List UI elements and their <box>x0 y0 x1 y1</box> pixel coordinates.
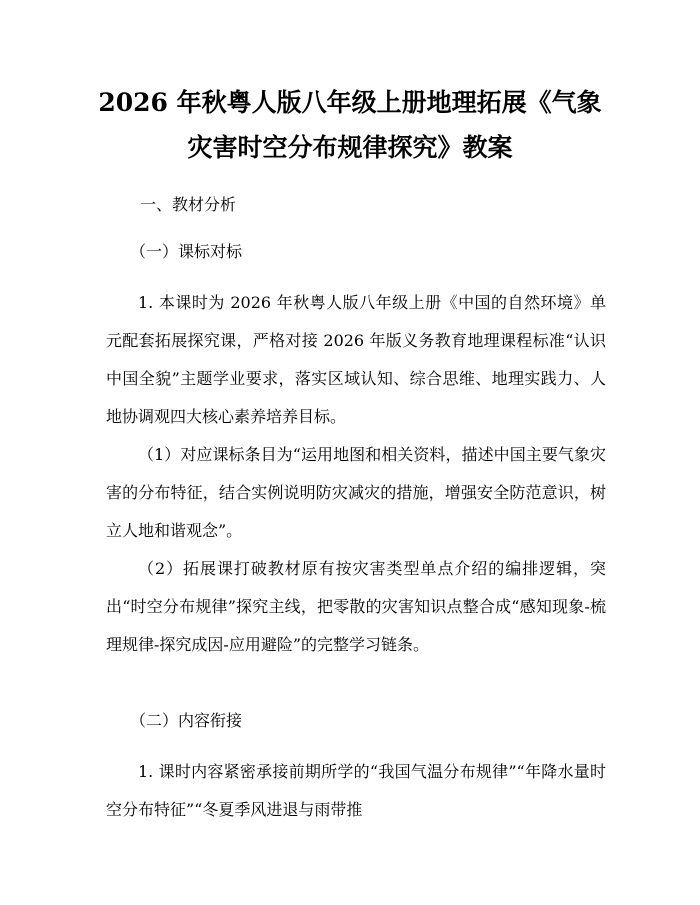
subsection-heading-curriculum: （一）课标对标 <box>130 242 243 261</box>
subsection-heading-content-link: （二）内容衔接 <box>130 711 243 730</box>
paragraph-content-link: 1. 课时内容紧密承接前期所学的“我国气温分布规律”“年降水量时空分布特征”“冬夏季风进退与雨带推 <box>106 762 606 819</box>
section-heading-textbook-analysis: 一、教材分析 <box>140 195 237 214</box>
paragraph-curriculum-item: （1）对应课标条目为“运用地图和相关资料，描述中国主要气象灾害的分布特征，结合实例说明防灾减灾的措施，增强安全防范意识，树立人地和谐观念”。 <box>106 445 606 540</box>
paragraph-lesson-overview: 1. 本课时为 2026 年秋粤人版八年级上册《中国的自然环境》单元配套拓展探究课，严格对接 2026 年版义务教育地理课程标准“认识中国全貌”主题学业要求，落实区域认知、综合思维、地理实践力、人地协调观四大核心素养培养目标。 <box>106 293 606 426</box>
document-title-line-2: 灾害时空分布规律探究》教案 <box>187 133 513 162</box>
document-title-line-1: 2026 年秋粤人版八年级上册地理拓展《气象 <box>98 88 602 117</box>
paragraph-extension-logic: （2）拓展课打破教材原有按灾害类型单点介绍的编排逻辑，突出“时空分布规律”探究主线，把零散的灾害知识点整合成“感知现象-梳理规律-探究成因-应用避险”的完整学习链条。 <box>106 559 606 654</box>
